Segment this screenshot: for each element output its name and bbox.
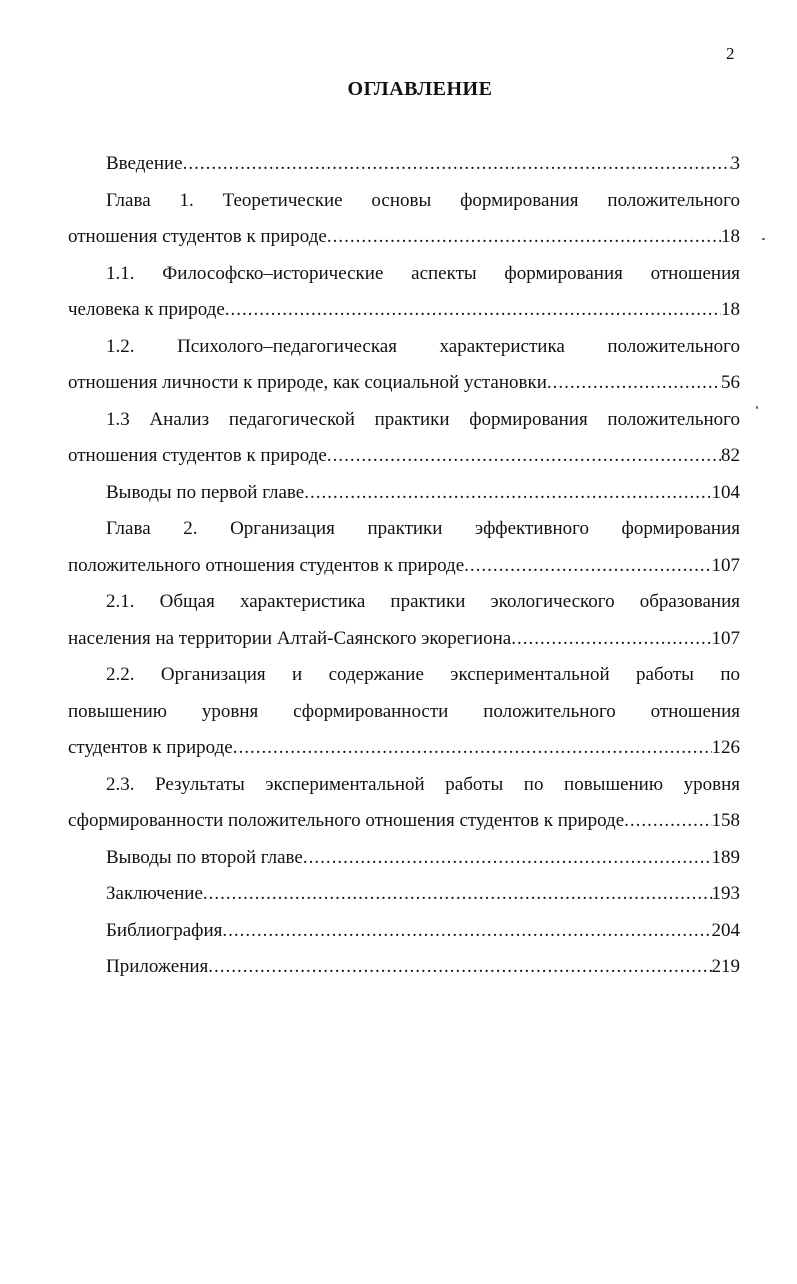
page-number: 2 [726, 44, 735, 63]
page-title: ОГЛАВЛЕНИЕ [347, 78, 493, 100]
dot-leader [511, 621, 711, 658]
toc-entry-first-line: 1.3 Анализ педагогической практики формирования положительного [106, 408, 740, 430]
toc-entry-first-line: 2.3. Результаты экспериментальной работы по повышению уровня [106, 773, 740, 795]
toc-entry-page: 193 [711, 883, 740, 904]
toc-entry-last-line [68, 548, 740, 585]
toc-entry-page: 82 [721, 445, 740, 466]
dot-leader [233, 730, 712, 767]
toc-entry-middle-line: повышению уровня сформированности положительного отношения [68, 700, 740, 722]
toc-entry-text: Библиография [106, 919, 223, 941]
toc-entry-page: 18 [721, 299, 740, 320]
toc-entry-first-line: 2.2. Организация и содержание экспериментальной работы по [106, 664, 740, 685]
toc-entry-text: студентов к природе [68, 737, 233, 758]
toc-entry-section-1-2[interactable] [68, 329, 740, 402]
toc-entry-page: 219 [711, 956, 740, 977]
toc-entry-last-line [68, 219, 740, 256]
toc-entry-last-line [68, 438, 740, 475]
scan-speck [756, 406, 758, 409]
table-of-contents [68, 146, 740, 986]
toc-entry-section-2-3[interactable] [68, 767, 740, 840]
toc-entry-first-line: 1.1. Философско–исторические аспекты формирования отношения [106, 262, 740, 284]
toc-entry-text: населения на территории Алтай-Саянского экорегиона [68, 627, 512, 649]
toc-entry-page: 104 [711, 481, 740, 503]
toc-entry-text: отношения личности к природе, как социальной установки [68, 372, 547, 393]
toc-entry-text: отношения студентов к природе [68, 445, 327, 466]
toc-entry-text: Введение [106, 153, 183, 174]
toc-entry-first-line: 2.1. Общая характеристика практики экологического образования [106, 591, 740, 612]
toc-entry-chapter-2[interactable] [68, 511, 740, 584]
toc-entry-section-2-1[interactable] [68, 584, 740, 657]
toc-entry-last-line [68, 730, 740, 767]
toc-entry-page: 126 [711, 737, 740, 758]
toc-entry-chapter-1[interactable] [68, 183, 740, 256]
toc-entry-text: отношения студентов к природе [68, 226, 327, 247]
toc-entry-page: 107 [711, 554, 740, 576]
toc-entry-text: сформированности положительного отношения студентов к природе [68, 810, 625, 831]
dot-leader [208, 949, 711, 986]
dot-leader [624, 803, 711, 840]
dot-leader [327, 438, 721, 475]
toc-entry-last-line [68, 621, 740, 658]
toc-entry-section-1-3[interactable] [68, 402, 740, 475]
toc-entry-text: Приложения [106, 956, 209, 977]
toc-entry-text: человека к природе [68, 299, 225, 320]
toc-entry-conclusions-chapter-2[interactable] [106, 840, 740, 877]
toc-entry-page: 3 [730, 153, 740, 174]
dot-leader [183, 146, 731, 183]
toc-entry-page: 56 [721, 372, 740, 393]
toc-entry-introduction[interactable] [106, 146, 740, 183]
dot-leader [303, 840, 712, 877]
toc-entry-text: Заключение [106, 883, 203, 904]
scan-speck [762, 238, 765, 240]
dot-leader [464, 548, 711, 585]
toc-entry-last-line [68, 803, 740, 840]
toc-entry-conclusion[interactable] [106, 876, 740, 913]
toc-entry-text: Выводы по второй главе [106, 846, 303, 868]
toc-entry-last-line [68, 365, 740, 402]
toc-entry-page: 189 [711, 846, 740, 868]
toc-entry-first-line: Глава 1. Теоретические основы формирования положительного [106, 189, 740, 211]
dot-leader [547, 365, 721, 402]
toc-entry-first-line: Глава 2. Организация практики эффективного формирования [106, 518, 740, 539]
toc-entry-page: 18 [721, 226, 740, 247]
toc-entry-text: положительного отношения студентов к природе [68, 554, 465, 576]
toc-entry-page: 158 [711, 810, 740, 831]
toc-entry-conclusions-chapter-1[interactable] [106, 475, 740, 512]
toc-entry-text: Выводы по первой главе [106, 481, 305, 503]
dot-leader [222, 913, 711, 950]
toc-entry-last-line [68, 292, 740, 329]
toc-entry-bibliography[interactable] [106, 913, 740, 950]
toc-entry-section-2-2[interactable] [68, 657, 740, 767]
toc-entry-appendices[interactable] [106, 949, 740, 986]
toc-entry-page: 107 [711, 627, 740, 649]
dot-leader [327, 219, 721, 256]
toc-entry-page: 204 [711, 919, 740, 941]
dot-leader [304, 475, 711, 512]
toc-entry-first-line: 1.2. Психолого–педагогическая характеристика положительного [106, 335, 740, 357]
toc-entry-section-1-1[interactable] [68, 256, 740, 329]
dot-leader [225, 292, 721, 329]
dot-leader [203, 876, 712, 913]
